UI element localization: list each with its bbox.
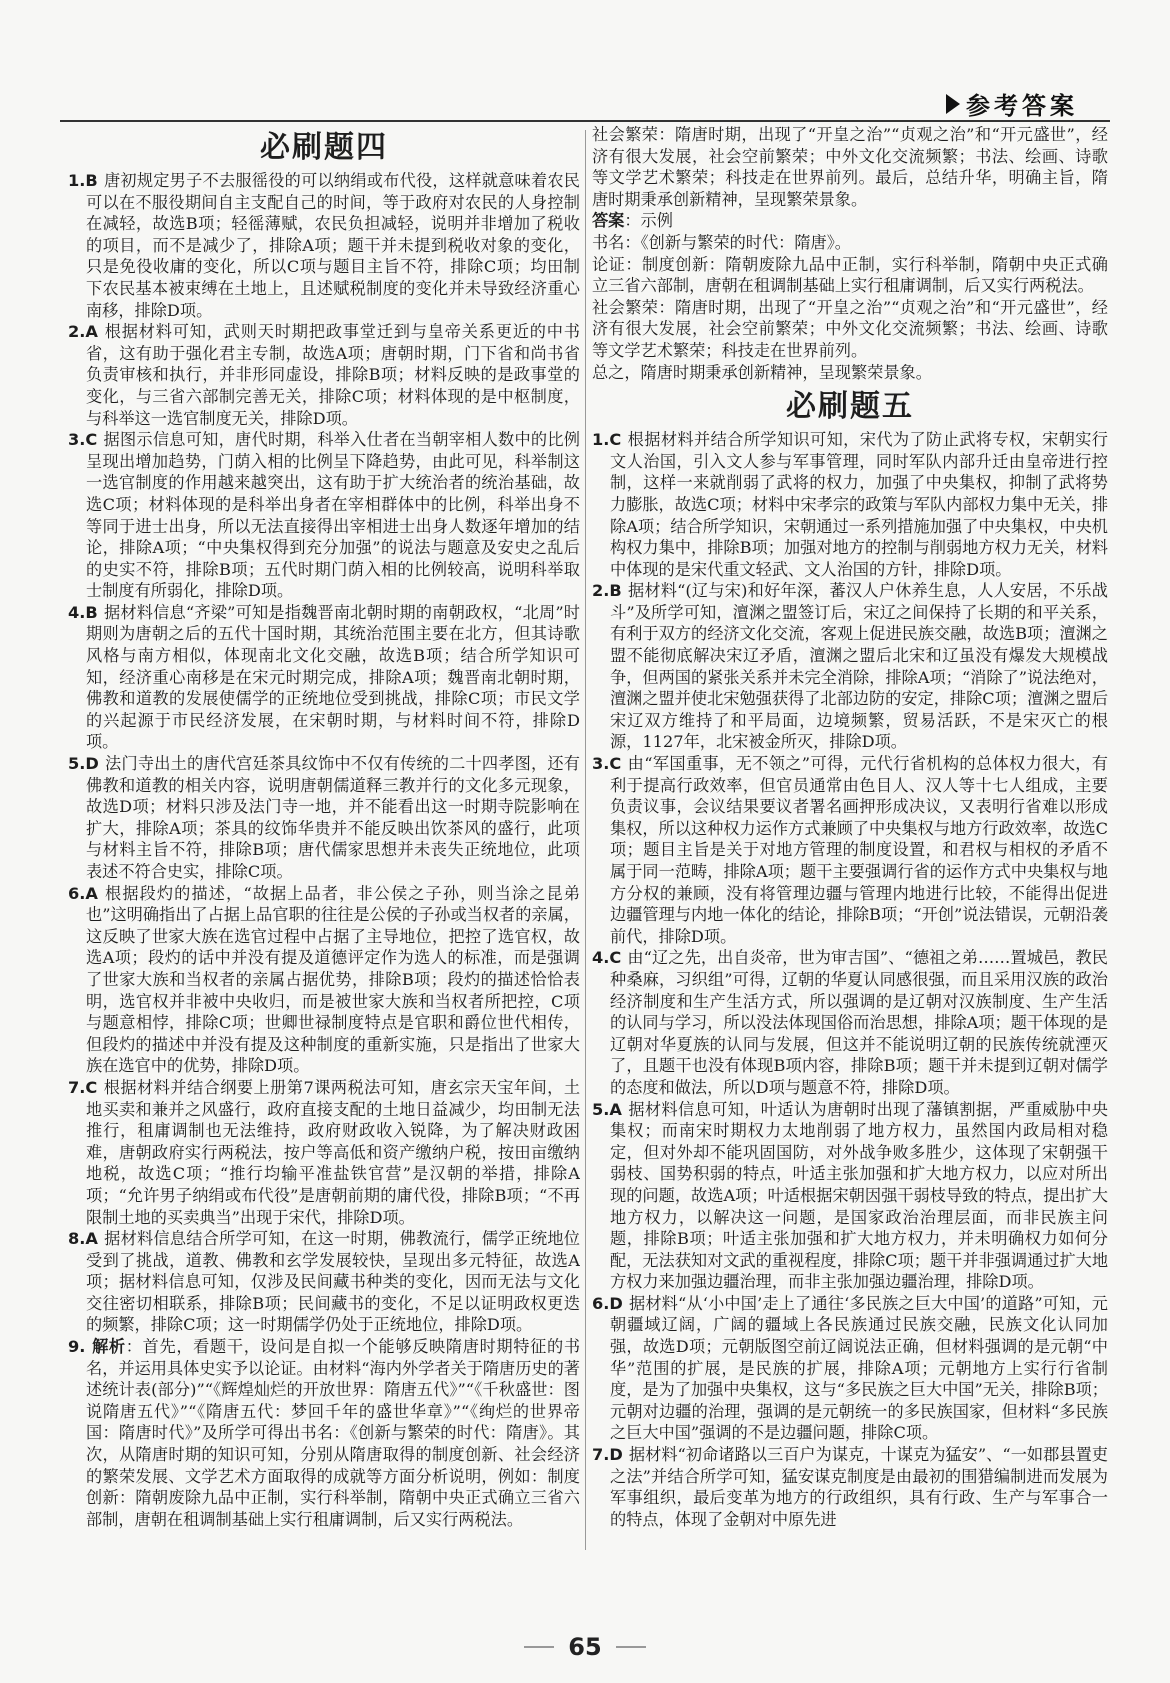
question-text: 根据材料并结合所学知识可知，宋代为了防止武将专权，宋朝实行文人治国，引入文人参与军事管理，同时军队内部升迁由皇帝进行控制，这样一来就削弱了武将的权力，加强了中央集权，抑制了武将势力膨胀，故选C项；材料中宋孝宗的政策与军队内部权力集中无关，排除A项；结合所学知识，宋朝通过一系列措施加强了中央集权，中央机构权力集中，排除B项；加强对地方的控制与削弱地方权力无关，材料中体现的是宋代重文轻武、文人治国的方针，排除D项。: [610, 430, 1108, 579]
question-item: [592, 429, 1108, 580]
question-text: 据图示信息可知，唐代时期，科举入仕者在当朝宰相人数中的比例呈现出增加趋势，门荫入相的比例呈下降趋势，由此可见，科举制这一选官制度的作用越来越突出，这有助于扩大统治者的统治基础，故选C项；材料体现的是科举出身者在宰相群体中的比例，科举出身不等同于进士出身，所以无法直接得出宰相进士出身人数逐年增加的结论，排除A项；“中央集权得到充分加强”的说法与题意及安史之乱后的史实不符，排除B项；五代时期门荫入相的比例较高，说明科举取士制度有所弱化，排除D项。: [86, 430, 580, 601]
left-column: [68, 124, 580, 1600]
question-number: 1.B: [68, 171, 98, 190]
question-number: 2.A: [68, 322, 98, 342]
question-number: 4.C: [592, 948, 622, 968]
question-item: [68, 883, 580, 1077]
question-number: 4.B: [68, 602, 98, 622]
triangle-marker-icon: [946, 94, 960, 114]
question-text: 据材料“(辽与宋)和好年深，蕃汉人户休养生息，人人安居，不乐战斗”及所学可知，澶渊之盟签订后，宋辽之间保持了长期的和平关系，有利于双方的经济文化交流，客观上促进民族交融，故选B项；澶渊之盟不能彻底解决宋辽矛盾，澶渊之盟后北宋和辽虽没有爆发大规模战争，但两国的紧张关系并未完全消除，排除A项；“消除了”说法绝对，澶渊之盟并使北宋勉强获得了北部边防的安定，排除C项；澶渊之盟后宋辽双方维持了和平局面，边境频繁，贸易活跃，不是宋灭亡的根源，1127年，北宋被金所灭，排除D项。: [610, 581, 1108, 752]
question-item: [68, 1228, 580, 1336]
question-list: [592, 429, 1108, 1530]
question-number: 6.D: [592, 1293, 623, 1313]
right-column: [592, 124, 1108, 1600]
question-item: [68, 602, 580, 753]
question-item: [68, 1336, 580, 1530]
question-number: 5.D: [68, 754, 99, 774]
question-text: ：首先，看题干，设问是自拟一个能够反映隋唐时期特征的书名，并运用具体史实予以论证。由材料“海内外学者关于隋唐历史的著述统计表(部分)”“《辉煌灿烂的开放世界：隋唐五代》”“《千秋盛世：图说隋唐五代》”“《隋唐五代：梦回千年的盛世华章》”“《绚烂的世界帝国：隋唐时代》”及所学可得出书名：《创新与繁荣的时代：隋唐》。其次，从隋唐时期的知识可知，分别从隋唐取得的制度创新、社会经济的繁荣发展、文学艺术方面取得的成就等方面分析说明，例如：制度创新：隋朝废除九品中正制，实行科举制，隋朝中央正式确立三省六部制，唐朝在租调制基础上实行租庸调制，后又实行两税法。: [86, 1337, 580, 1529]
question-text: 据材料“从‘小中国’走上了通往‘多民族之巨大中国’的道路”可知，元朝疆域辽阔，广阔的疆域上各民族通过民族交融，民族文化认同加强，故选D项；元朝版图空前辽阔说法正确，但材料强调的是元朝“中华”范围的扩展，是民族的扩展，排除A项；元朝地方上实行行省制度，是为了加强中央集权，这与“多民族之巨大中国”无关，排除B项；元朝对边疆的治理，强调的是元朝统一的多民族国家，但材料“多民族之巨大中国”强调的不是边疆问题，排除C项。: [610, 1293, 1108, 1443]
page-header: [946, 86, 1078, 121]
question-text: 根据材料并结合纲要上册第7课两税法可知，唐玄宗天宝年间，土地买卖和兼并之风盛行，政府直接支配的土地日益减少，均田制无法推行，租庸调制也无法维持，政府财政收入锐降，为了解决财政困难，唐朝政府实行两税法，按户等高低和资产缴纳户税，按田亩缴纳地税，故选C项；“推行均输平准盐铁官营”是汉朝的举措，排除A项；“允许男子纳绢或布代役”是唐朝前期的庸代役，排除B项；“不再限制土地的买卖典当”出现于宋代，排除D项。: [86, 1077, 580, 1227]
section-title: 必刷题四: [260, 130, 388, 165]
question-item: [68, 429, 580, 602]
question-list: [68, 170, 580, 1530]
question-text: 据材料信息可知，叶适认为唐朝时出现了藩镇割据，严重威胁中央集权；而南宋时期权力太地削弱了地方权力，虽然国内政局相对稳定，但对外却不能巩固国防，对外战争败多胜少，这体现了宋朝强干弱枝、国势积弱的特点，叶适主张加强和扩大地方权力，以应对所出现的问题，故选A项；叶适根据宋朝因强干弱枝导致的特点，提出扩大地方权力，以解决这一问题，是国家政治治理层面，而非民族主问题，排除B项；叶适主张加强和扩大地方权力，并未明确权力如何分配，无法获知对文武的重视程度，排除C项；题干并非强调通过扩大地方权力来加强边疆治理，而非主张加强边疆治理，排除D项。: [610, 1099, 1108, 1292]
answer-label: 答案: [592, 211, 625, 231]
question-text: 据材料信息结合所学可知，在这一时期，佛教流行，儒学正统地位受到了挑战，道教、佛教和玄学发展较快，呈现出多元特征，故选A项；据材料信息可知，仅涉及民间藏书种类的变化，因而无法与文化交往密切相联系，排除B项；民间藏书的变化，不足以证明政权更迭的频繁，排除C项；这一时期儒学仍处于正统地位，排除D项。: [86, 1229, 580, 1335]
society-text: 社会繁荣：隋唐时期，出现了“开皇之治”“贞观之治”和“开元盛世”，经济有很大发展，社会空前繁荣；中外文化交流频繁；书法、绘画、诗歌等文学艺术繁荣；科技走在世界前列。: [592, 297, 1108, 360]
section-title: 必刷题五: [786, 389, 914, 425]
footer-dash: [524, 1646, 554, 1648]
question-number: 2.B: [592, 581, 622, 601]
question-text: 由“辽之先，出自炎帝，世为审吉国”、“德祖之弟……置城邑，教民种桑麻，习织组”可得，辽朝的华夏认同感很强，而且采用汉族的政治经济制度和生产生活方式，所以强调的是辽朝对汉族制度、生产生活的认同与学习，所以没法体现国俗而治思想，排除A项；题干体现的是辽朝对华夏族的认同与发展，但这并不能说明辽朝的民族传统就湮灭了，且题干也没有体现B项内容，排除B项；题干并未提到辽朝对儒学的态度和做法，所以D项与题意不符，排除D项。: [610, 948, 1108, 1097]
question-item: [592, 1099, 1108, 1293]
page-number: 65: [568, 1633, 602, 1661]
question-item: [592, 947, 1108, 1098]
question-text: 据材料“初命诸路以三百户为谋克，十谋克为猛安”、“一如郡县置吏之法”并结合所学可知，猛安谋克制度是由最初的围猎编制进而发展为军事组织，最后变革为地方的行政组织，具有行政、生产与军事合一的特点，体现了金朝对中原先进: [610, 1445, 1108, 1529]
analysis-label: 解析: [91, 1337, 126, 1357]
footer-dash: [616, 1646, 646, 1648]
question-text: 据材料信息“齐梁”可知是指魏晋南北朝时期的南朝政权，“北周”时期则为唐朝之后的五代十国时期，其统治范围主要在北方，但其诗歌风格与南方相似，体现南北文化交融，故选B项；结合所学知识可知，经济重心南移是在宋元时期完成，排除A项；魏晋南北朝时期，佛教和道教的发展使儒学的正统地位受到挑战，排除C项；市民文学的兴起源于市民经济发展，在宋朝时期，与材料时间不符，排除D项。: [86, 602, 580, 752]
question-text: 根据材料可知，武则天时期把政事堂迁到与皇帝关系更近的中书省，这有助于强化君主专制，故选A项；唐朝时期，门下省和尚书省负责审核和执行，并非形同虚设，排除B项；材料反映的是政事堂的变化，与三省六部制完善无关，排除C项；材料体现的是中枢制度，与科举这一选官制度无关，排除D项。: [86, 322, 580, 428]
question-item: [68, 1077, 580, 1228]
question-item: [68, 170, 580, 321]
question-item: [68, 321, 580, 429]
question-number: 3.C: [68, 430, 98, 450]
question-number: 3.C: [592, 754, 622, 774]
question-item: [592, 1444, 1108, 1530]
question-text: 根据段灼的描述，“故据上品者，非公侯之子孙，则当涂之昆弟也”这明确指出了占据上品官职的往往是公侯的子孙或当权者的亲属，这反映了世家大族在选官过程中占据了主导地位，把控了选官权，故选A项；段灼的话中并没有提及道德评定作为选人的标准，而是强调了世家大族和当权者的亲属占据优势，排除B项；段灼的描述恰恰表明，选官权并非被中央收归，而是被世家大族和当权者所把控，C项与题意相悖，排除C项；世卿世禄制度特点是官职和爵位世代相传，但段灼的描述中并没有提及这种制度的重新实施，只是指出了世家大族在选官中的优势，排除D项。: [86, 883, 580, 1076]
conclusion-text: 总之，隋唐时期秉承创新精神，呈现繁荣景象。: [592, 362, 932, 382]
argument-text: 论证：制度创新：隋朝废除九品中正制，实行科举制，隋朝中央正式确立三省六部制，唐朝在租调制基础上实行租庸调制，后又实行两税法。: [592, 254, 1108, 296]
question-number: 7.D: [592, 1445, 623, 1465]
question-number: 8.A: [68, 1229, 98, 1249]
question-item: [592, 753, 1108, 947]
answer-line: [592, 210, 1108, 232]
column-divider: [585, 130, 586, 1550]
question-number: 1.C: [592, 430, 622, 450]
question-number: 6.A: [68, 883, 98, 903]
question-text: 法门寺出土的唐代宫廷茶具纹饰中不仅有传统的二十四孝图，还有佛教和道教的相关内容，说明唐朝儒道释三教并行的文化多元现象，故选D项；材料只涉及法门寺一地，并不能看出这一时期寺院影响在扩大，排除A项；茶具的纹饰华贵并不能反映出饮茶风的盛行，此项与材料主旨不符，排除B项；唐代儒家思想并未丧失正统地位，此项表述不符合史实，排除C项。: [86, 754, 580, 881]
question-number: 7.C: [68, 1077, 98, 1097]
header-title: 参考答案: [966, 92, 1078, 120]
question-text: 唐初规定男子不去服徭役的可以纳绢或布代役，这样就意味着农民可以在不服役期间自主支配自己的时间，等于政府对农民的人身控制在减轻，故选B项；轻徭薄赋，农民负担减轻，说明并非增加了税收的项目，而不是减少了，排除A项；题干并未提到税收对象的变化，只是免役收庸的变化，所以C项与题目主旨不符，排除C项；均田制下农民基本被束缚在土地上，且述赋税制度的变化并未导致经济重心南移，排除D项。: [86, 171, 580, 320]
continued-text: 社会繁荣：隋唐时期，出现了“开皇之治”“贞观之治”和“开元盛世”，经济有很大发展，社会空前繁荣；中外文化交流频繁；书法、绘画、诗歌等文学艺术繁荣；科技走在世界前列。最后，总结升华，明确主旨，隋唐时期秉承创新精神，呈现繁荣景象。: [592, 125, 1108, 209]
question-number: 9.: [68, 1337, 86, 1357]
book-title: 书名：《创新与繁荣的时代：隋唐》。: [592, 232, 851, 252]
header-rule: [60, 120, 1110, 122]
question-number: 5.A: [592, 1099, 622, 1119]
question-text: 由“军国重事，无不领之”可得，元代行省机构的总体权力很大，有利于提高行政效率，但官员通常由色目人、汉人等十七人组成，主要负责议事，会议结果要议者署名画押形成决议，又表明行省难以形成集权，所以这种权力运作方式兼顾了中央集权与地方行政效率，故选C项；题目主旨是关于对地方管理的制度设置，和君权与相权的矛盾不属于同一范畴，排除A项；题干主要强调行省的运作方式中央集权与地方分权的兼顾，没有将管理边疆与管理内地进行比较，不能得出促进边疆管理与内地一体化的结论，排除B项；“开创”说法错误，元朝沿袭前代，排除D项。: [610, 754, 1108, 946]
question-item: [68, 753, 580, 883]
answer-value: ：示例: [624, 211, 673, 231]
page-footer: [0, 1633, 1170, 1661]
question-item: [592, 580, 1108, 753]
question-item: [592, 1293, 1108, 1444]
